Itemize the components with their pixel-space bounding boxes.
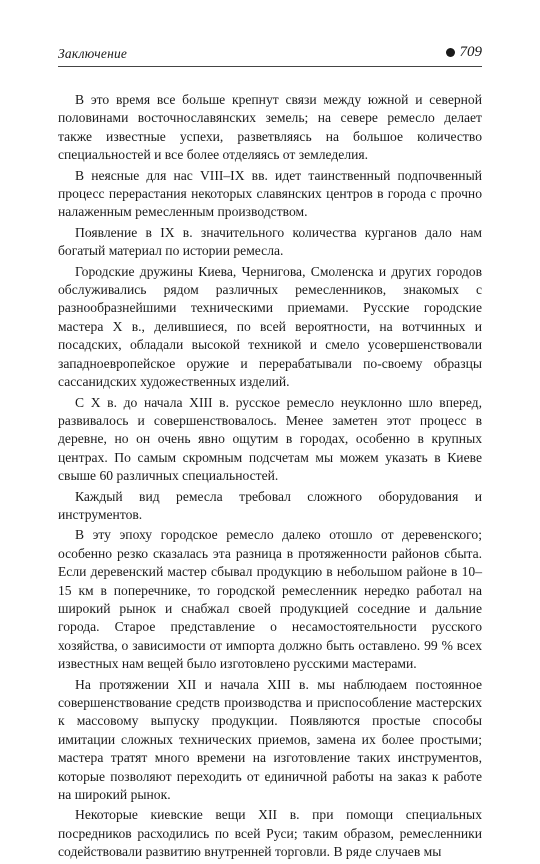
paragraph: Городские дружины Киева, Чернигова, Смоленска и других городов обслуживались рядом различных ремесленников, знакомых с разнообразнейшими техническими приемами. Русские городские мастера X в., делившиеся, по всей вероятности, на вотчинных и посадских, обладали высокой техникой и смело усовершенствовали западноевропейское оружие и перерабатывали по-своему образцы сассанидских художественных изделий. [58,263,482,390]
paragraph: С X в. до начала XIII в. русское ремесло неуклонно шло вперед, развивалось и совершенствовалось. Менее заметен этот процесс в деревне, но он очень явно ощутим в городах, особенно в крупных центрах. По самым скромным подсчетам мы можем указать в Киеве свыше 60 различных специальностей. [58,394,482,484]
running-header [58,44,482,67]
body-text [58,91,482,864]
paragraph: Каждый вид ремесла требовал сложного оборудования и инструментов. [58,488,482,522]
paragraph: Появление в IX в. значительного количества курганов дало нам богатый материал по истории ремесла. [58,224,482,259]
book-page [58,44,482,860]
paragraph: В это время все больше крепнут связи между южной и северной половинами восточнославянских земель; на севере ремесло делает также известные успехи, разветвляясь на большое количество специальностей и все более отделяясь от земледелия. [58,92,482,163]
paragraph: В эту эпоху городское ремесло далеко отошло от деревенского; особенно резко сказалась эта разница в протяженности районов сбыта. Если деревенский мастер сбывал продукцию в небольшом районе в 10–15 км в поперечнике, то городской ремесленник нередко работал на широкий рынок и снабжал своей продукцией соседние и дальние города. Старое представление о несамостоятельности русского хозяйства, о зависимости от импорта должно быть оставлено. 99 % всех известных нам вещей было изготовлено русскими мастерами. [58,527,482,672]
page-number-block [446,44,483,61]
page-number: 709 [459,44,482,60]
paragraph: Некоторые киевские вещи XII в. при помощи специальных посредников расходились по всей Руси; таким образом, ремесленники содействовали развитию внутренней торговли. В ряде случаев мы [58,807,482,860]
section-title: Заключение [58,46,128,61]
paragraph: На протяжении XII и начала XIII в. мы наблюдаем постоянное совершенствование средств производства и приспособление мастерских к массовому выпуску продукции. Появляются простые способы имитации сложных технических приемов, замена их более простыми; мастера тратят много времени на изготовление таких инструментов, которые позволяют переходить от единичной работы на заказ к работе на широкий рынок. [58,676,482,803]
paragraph: В неясные для нас VIII–IX вв. идет таинственный подпочвенный процесс перерастания некоторых славянских центров в города с прочно налаженным ремесленным производством. [58,167,482,220]
bullet-icon [446,48,455,57]
